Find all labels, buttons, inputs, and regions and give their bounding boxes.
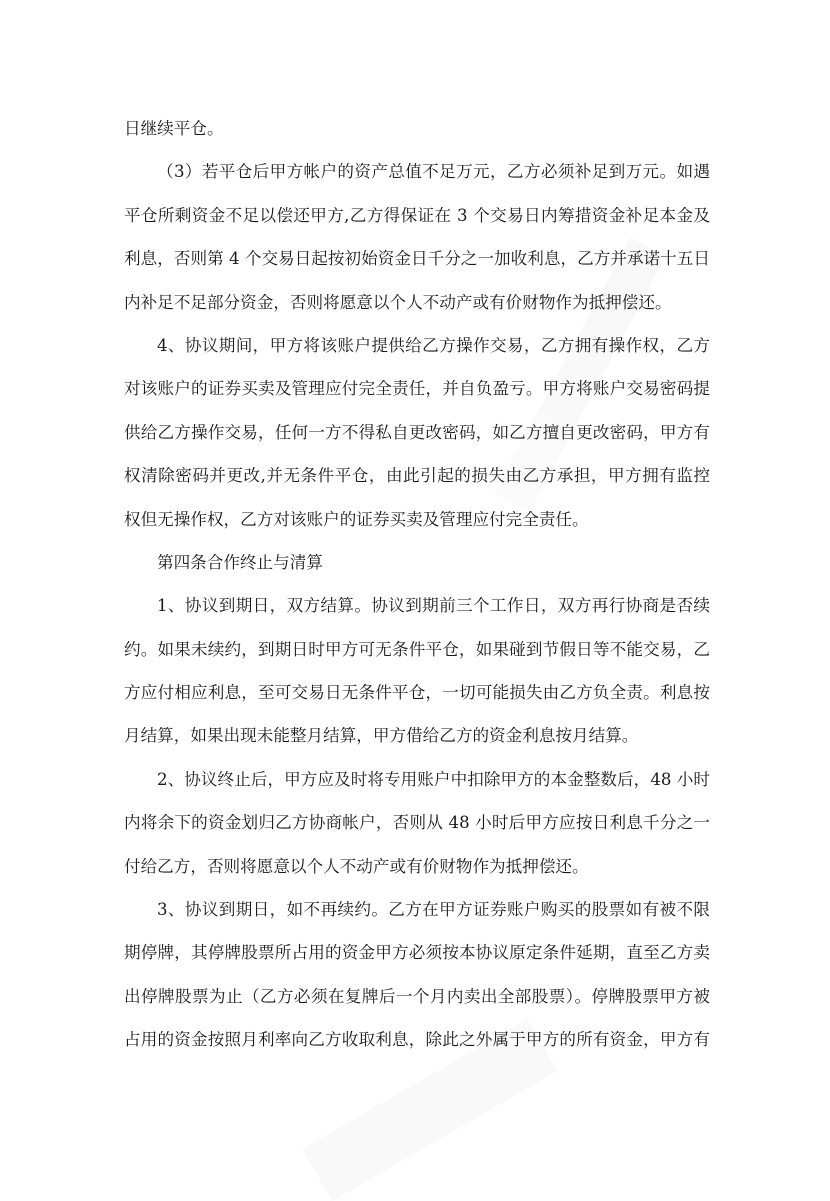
paragraph xyxy=(124,584,710,758)
text-line: 权但无操作权，乙方对该账户的证券买卖及管理应付完全责任。 xyxy=(124,509,589,529)
paragraph xyxy=(124,541,710,584)
text-line: 期停牌，其停牌股票所占用的资金甲方必须按本协议原定条件延期，直至乙方卖 xyxy=(124,943,710,963)
document-page xyxy=(124,107,710,1062)
text-line: 3、协议到期日，如不再续约。乙方在甲方证券账户购买的股票如有被不限 xyxy=(157,900,710,920)
text-line: 约。如果未续约，到期日时甲方可无条件平仓，如果碰到节假日等不能交易，乙 xyxy=(124,639,710,659)
text-line: 方应付相应利息，至可交易日无条件平仓，一切可能损失由乙方负全责。利息按 xyxy=(124,683,710,703)
text-line: 权清除密码并更改,并无条件平仓，由此引起的损失由乙方承担，甲方拥有监控 xyxy=(124,466,710,486)
text-line: 日继续平仓。 xyxy=(124,119,224,138)
paragraph xyxy=(124,324,710,541)
text-line: 2、协议终止后，甲方应及时将专用账户中扣除甲方的本金整数后，48 小时 xyxy=(157,769,710,789)
paragraph xyxy=(124,888,710,1062)
paragraph xyxy=(124,758,710,888)
text-line: 出停牌股票为止（乙方必须在复牌后一个月内卖出全部股票）。停牌股票甲方被 xyxy=(124,986,710,1006)
text-line: 占用的资金按照月利率向乙方收取利息，除此之外属于甲方的所有资金，甲方有 xyxy=(124,1030,710,1050)
text-line: 内将余下的资金划归乙方协商帐户，否则从 48 小时后甲方应按日利息千分之一 xyxy=(124,813,710,833)
text-line: 4、协议期间，甲方将该账户提供给乙方操作交易，乙方拥有操作权，乙方 xyxy=(157,335,710,355)
text-line: 对该账户的证券买卖及管理应付完全责任，并自负盈亏。甲方将账户交易密码提 xyxy=(124,379,710,399)
text-line: 1、协议到期日，双方结算。协议到期前三个工作日，双方再行协商是否续 xyxy=(157,596,710,616)
text-line: （3）若平仓后甲方帐户的资产总值不足万元，乙方必须补足到万元。如遇 xyxy=(157,162,710,182)
paragraph xyxy=(124,107,710,150)
text-line: 月结算，如果出现未能整月结算，甲方借给乙方的资金利息按月结算。 xyxy=(124,726,639,746)
text-line: 平仓所剩资金不足以偿还甲方,乙方得保证在 3 个交易日内筹措资金补足本金及 xyxy=(124,205,710,225)
paragraph xyxy=(124,150,710,324)
text-line: 内补足不足部分资金，否则将愿意以个人不动产或有价财物作为抵押偿还。 xyxy=(124,292,672,312)
text-line: 利息，否则第 4 个交易日起按初始资金日千分之一加收利息，乙方并承诺十五日 xyxy=(124,249,710,269)
text-line: 供给乙方操作交易，任何一方不得私自更改密码，如乙方擅自更改密码，甲方有 xyxy=(124,422,710,442)
text-line: 付给乙方，否则将愿意以个人不动产或有价财物作为抵押偿还。 xyxy=(124,856,589,876)
text-line: 第四条合作终止与清算 xyxy=(157,552,323,572)
